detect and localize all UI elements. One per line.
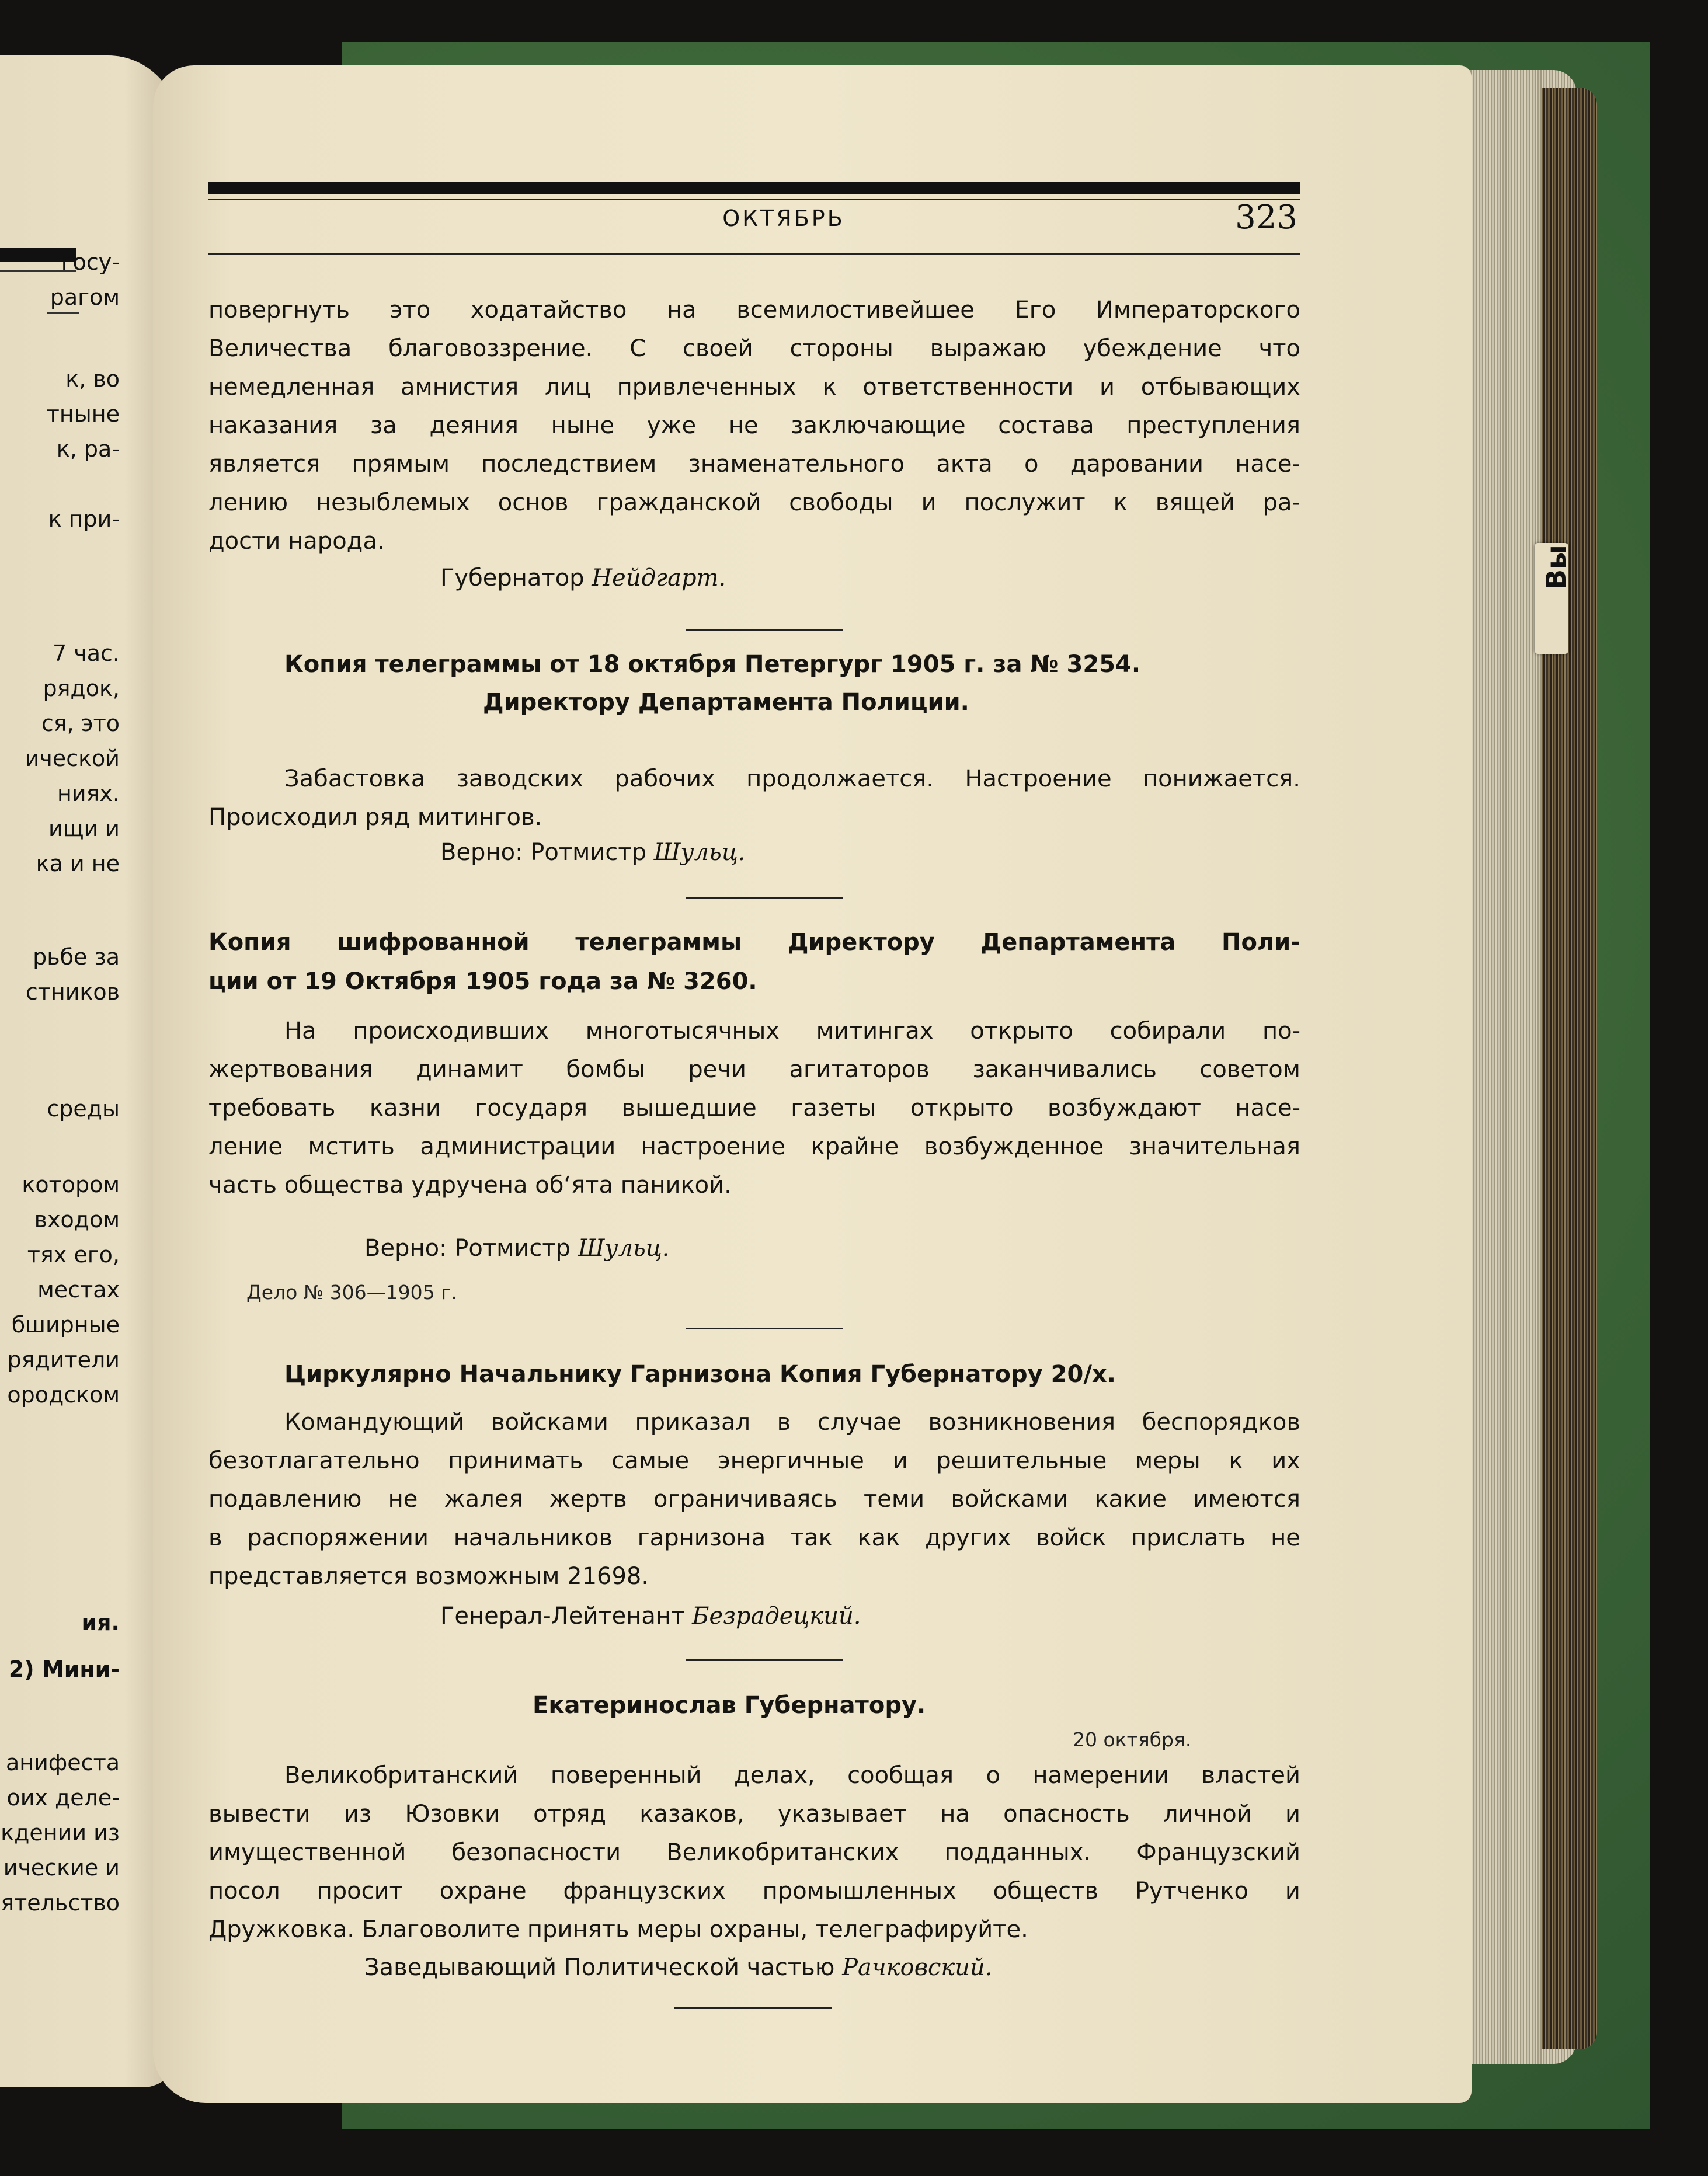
- paragraph-line: Дружковка. Благоволите принять меры охраны, телеграфируйте.: [208, 1916, 1028, 1943]
- left-page-fragment: ка и не: [36, 851, 120, 876]
- signature-rotmistr: [364, 1235, 669, 1262]
- paragraph-line: лению незыблемых основ гражданской свободы и послужит к вящей ра-: [208, 489, 1300, 516]
- running-head: ОКТЯБРЬ: [722, 206, 845, 231]
- paragraph-line: Забастовка заводских рабочих продолжается. Настроение понижается.: [284, 765, 1300, 792]
- signature-title: Верно: Ротмистр: [364, 1235, 571, 1262]
- paragraph-line: На происходивших многотысячных митингах открыто собирали по-: [284, 1018, 1300, 1045]
- signature-name: Нейдгарт.: [592, 565, 726, 591]
- page-number: 323: [1235, 199, 1297, 236]
- paragraph-line: требовать казни государя вышедшие газеты открыто возбуждают насе-: [208, 1095, 1300, 1122]
- signature-title: Губернатор: [440, 565, 585, 591]
- left-rule-short: [47, 312, 79, 314]
- paragraph-line: Величества благовоззрение. С своей стороны выражаю убеждение что: [208, 335, 1300, 362]
- left-page-fragment: 2) Мини-: [8, 1656, 120, 1682]
- paragraph-line: подавлению не жалея жертв ограничиваясь теми войсками какие имеются: [208, 1486, 1300, 1513]
- left-page-fragment: ятельство: [1, 1890, 120, 1916]
- paragraph-line: является прямым последствием знаменательного акта о даровании насе-: [208, 451, 1300, 478]
- paragraph-line: ление мстить администрации настроение крайне возбужденное значительная: [208, 1133, 1300, 1160]
- signature-title: Генерал-Лейтенант: [440, 1603, 685, 1630]
- paragraph-line: вывести из Юзовки отряд казаков, указывает на опасность личной и: [208, 1801, 1300, 1827]
- left-page-fragment: ся, это: [41, 711, 120, 736]
- paragraph-line: часть общества удручена об‘ята паникой.: [208, 1172, 732, 1199]
- signature-general: [440, 1603, 861, 1630]
- paragraph-line: повергнуть это ходатайство на всемилостивейшее Его Императорского: [208, 297, 1300, 323]
- paragraph-line: представляется возможным 21698.: [208, 1563, 649, 1590]
- left-page-fragment: 7 час.: [53, 640, 120, 666]
- paragraph-line: дости народа.: [208, 528, 385, 555]
- paragraph-line: жертвования динамит бомбы речи агитаторов заканчивались советом: [208, 1056, 1300, 1083]
- left-page-fragment: ия.: [81, 1610, 120, 1635]
- paragraph-line: посол просит охране французских промышленных обществ Рутченко и: [208, 1878, 1300, 1905]
- left-page-fragment: местах: [37, 1277, 120, 1303]
- cipher-telegram-heading-line2: ции от 19 Октября 1905 года за № 3260.: [208, 968, 757, 995]
- signature-governor: [440, 565, 726, 591]
- left-page-fragment: тях его,: [27, 1242, 120, 1268]
- signature-title: Верно: Ротмистр: [440, 839, 647, 866]
- left-page-fragment: рядители: [7, 1347, 120, 1373]
- left-page-fragment: госу-: [61, 249, 120, 275]
- header-rule-bottom: [208, 253, 1300, 255]
- left-page-fragment: тныне: [46, 401, 120, 427]
- left-page-fragment: бширные: [11, 1312, 120, 1338]
- signature-rachkovsky: [364, 1954, 993, 1981]
- header-rule-thin: [208, 199, 1300, 200]
- left-page-fragment: ической: [25, 746, 120, 771]
- paragraph-line: немедленная амнистия лиц привлеченных к ответственности и отбывающих: [208, 374, 1300, 401]
- left-page-fragment: ородском: [7, 1382, 120, 1408]
- left-page-fragment: рагом: [50, 284, 120, 310]
- signature-rotmistr: [440, 839, 745, 866]
- paragraph-line: Командующий войсками приказал в случае возникновения беспорядков: [284, 1409, 1300, 1436]
- left-page-fragment: анифеста: [5, 1750, 120, 1775]
- telegram-date: 20 октября.: [1073, 1728, 1192, 1751]
- left-page-fragment: оих деле-: [6, 1785, 120, 1811]
- signature-title: Заведывающий Политической частью: [364, 1954, 835, 1981]
- section-divider: [686, 897, 843, 899]
- paragraph-line: имущественной безопасности Великобританских подданных. Французский: [208, 1839, 1300, 1866]
- left-page-fragment: среды: [47, 1096, 120, 1122]
- left-page-fragment: ические и: [3, 1855, 120, 1881]
- paragraph-line: безотлагательно принимать самые энергичные и решительные меры к их: [208, 1447, 1300, 1474]
- signature-name: Рачковский.: [842, 1954, 993, 1981]
- left-page-fragment: ищи и: [48, 816, 120, 841]
- left-page-fragment: входом: [34, 1207, 120, 1233]
- left-page-fragment: котором: [22, 1172, 120, 1197]
- telegram-heading: Копия телеграммы от 18 октября Петергург 1905 г. за № 3254.: [284, 651, 1141, 678]
- left-page-fragment: ниях.: [57, 781, 120, 806]
- left-page-fragment: к, ра-: [56, 436, 120, 462]
- signature-name: Безрадецкий.: [692, 1603, 861, 1630]
- signature-name: Шульц.: [578, 1235, 670, 1262]
- case-reference: Дело № 306—1905 г.: [246, 1281, 457, 1304]
- section-divider: [686, 1328, 843, 1329]
- section-divider: [686, 629, 843, 631]
- telegram-addressee: Директору Департамента Полиции.: [483, 689, 969, 716]
- left-page-fragment: рьбе за: [33, 944, 120, 970]
- left-page-fragment: к, во: [65, 366, 120, 392]
- paragraph-line: наказания за деяния ныне уже не заключающие состава преступления: [208, 412, 1300, 439]
- section-divider: [674, 2007, 832, 2009]
- header-rule-thick: [208, 182, 1300, 194]
- right-page: [153, 65, 1472, 2103]
- section-divider: [686, 1659, 843, 1661]
- left-page-fragment: рядок,: [43, 676, 120, 701]
- left-page: [0, 55, 178, 2087]
- left-page-fragment: стников: [25, 979, 120, 1005]
- circular-heading: Циркулярно Начальнику Гарнизона Копия Губернатору 20/х.: [284, 1361, 1116, 1388]
- ekaterinoslav-heading: Екатеринослав Губернатору.: [533, 1692, 926, 1719]
- paragraph-line: Великобританский поверенный делах, сообщая о намерении властей: [284, 1762, 1300, 1789]
- cipher-telegram-heading-line1: Копия шифрованной телеграммы Директору Департамента Поли-: [208, 929, 1300, 956]
- page-edges-shadow: [1542, 88, 1597, 2049]
- signature-name: Шульц.: [653, 839, 746, 866]
- paragraph-line: Происходил ряд митингов.: [208, 804, 542, 831]
- left-page-fragment: кдении из: [1, 1820, 120, 1846]
- bookmark-tab-label: Вы: [1540, 545, 1572, 590]
- paragraph-line: в распоряжении начальников гарнизона так как других войск прислать не: [208, 1524, 1300, 1551]
- left-page-fragment: к при-: [48, 506, 120, 532]
